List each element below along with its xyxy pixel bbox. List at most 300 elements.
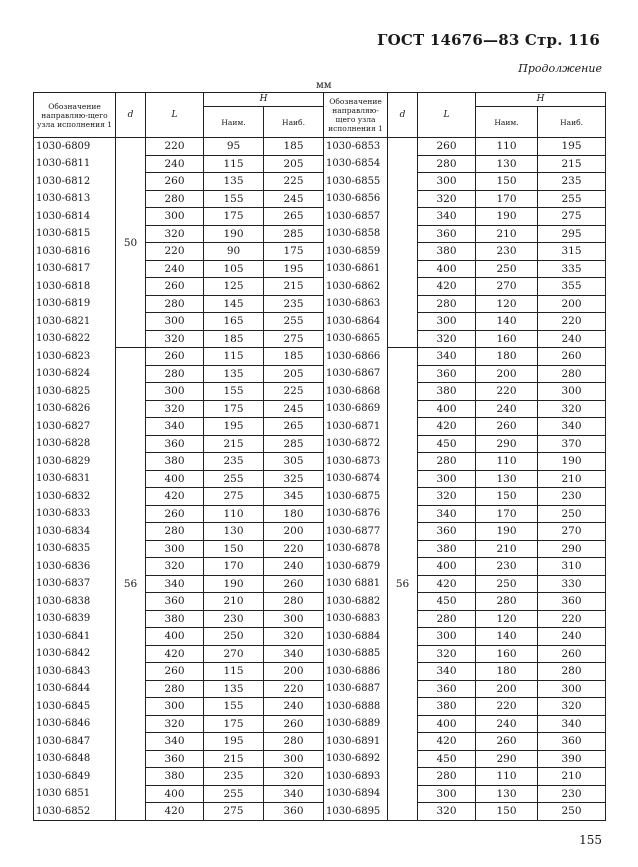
left-designation: 1030-6833 <box>34 505 116 523</box>
right-designation: 1030-6863 <box>324 295 388 313</box>
right-H-min-value: 140 <box>476 628 538 646</box>
right-H-max-value: 200 <box>538 295 606 313</box>
right-L-value: 360 <box>418 523 476 541</box>
right-L-value: 400 <box>418 400 476 418</box>
left-H-min-value: 250 <box>204 628 264 646</box>
standard-header: ГОСТ 14676—83 Стр. 116 <box>377 31 600 49</box>
right-L-value: 360 <box>418 225 476 243</box>
right-designation: 1030-6877 <box>324 523 388 541</box>
left-H-max-value: 240 <box>264 698 324 716</box>
right-H-max-value: 270 <box>538 523 606 541</box>
units-label: мм <box>316 80 332 91</box>
left-H-max-value: 235 <box>264 295 324 313</box>
right-designation: 1030-6879 <box>324 558 388 576</box>
left-L-value: 300 <box>146 540 204 558</box>
right-L-value: 340 <box>418 208 476 226</box>
right-L-value: 260 <box>418 138 476 156</box>
left-H-min-value: 215 <box>204 435 264 453</box>
col-L-right: L <box>418 93 476 138</box>
left-L-value: 220 <box>146 138 204 156</box>
left-H-min-value: 125 <box>204 278 264 296</box>
right-L-value: 420 <box>418 418 476 436</box>
right-H-min-value: 260 <box>476 733 538 751</box>
left-designation: 1030-6835 <box>34 540 116 558</box>
right-L-value: 300 <box>418 173 476 191</box>
left-L-value: 260 <box>146 505 204 523</box>
left-designation: 1030-6847 <box>34 733 116 751</box>
right-H-min-value: 150 <box>476 173 538 191</box>
left-designation: 1030-6841 <box>34 628 116 646</box>
left-H-max-value: 320 <box>264 768 324 786</box>
left-H-max-value: 260 <box>264 575 324 593</box>
page-number: 155 <box>579 833 602 847</box>
right-designation: 1030-6887 <box>324 680 388 698</box>
right-L-value: 380 <box>418 698 476 716</box>
right-designation: 1030-6874 <box>324 470 388 488</box>
right-L-value: 300 <box>418 628 476 646</box>
left-L-value: 400 <box>146 628 204 646</box>
right-H-min-value: 140 <box>476 313 538 331</box>
right-H-max-value: 250 <box>538 803 606 821</box>
right-designation: 1030-6888 <box>324 698 388 716</box>
left-designation: 1030-6828 <box>34 435 116 453</box>
right-H-min-value: 200 <box>476 365 538 383</box>
right-L-value: 380 <box>418 540 476 558</box>
right-designation: 1030-6865 <box>324 330 388 348</box>
col-H-max-left: Наиб. <box>264 107 324 138</box>
left-L-value: 280 <box>146 680 204 698</box>
left-designation: 1030-6823 <box>34 348 116 366</box>
left-H-max-value: 305 <box>264 453 324 471</box>
right-H-max-value: 220 <box>538 610 606 628</box>
table-body <box>34 138 606 821</box>
right-H-max-value: 320 <box>538 698 606 716</box>
left-designation: 1030-6816 <box>34 243 116 261</box>
left-H-min-value: 105 <box>204 260 264 278</box>
right-H-max-value: 210 <box>538 470 606 488</box>
right-L-value: 400 <box>418 260 476 278</box>
left-H-min-value: 255 <box>204 785 264 803</box>
right-H-min-value: 130 <box>476 155 538 173</box>
right-L-value: 450 <box>418 593 476 611</box>
left-L-value: 240 <box>146 260 204 278</box>
right-H-min-value: 220 <box>476 383 538 401</box>
left-designation: 1030-6836 <box>34 558 116 576</box>
left-L-value: 360 <box>146 593 204 611</box>
right-H-max-value: 255 <box>538 190 606 208</box>
right-L-value: 420 <box>418 278 476 296</box>
right-L-value: 340 <box>418 505 476 523</box>
right-designation: 1030-6856 <box>324 190 388 208</box>
right-H-min-value: 120 <box>476 295 538 313</box>
right-L-value: 320 <box>418 330 476 348</box>
right-designation: 1030-6869 <box>324 400 388 418</box>
right-L-value: 320 <box>418 190 476 208</box>
right-H-max-value: 330 <box>538 575 606 593</box>
left-H-min-value: 255 <box>204 470 264 488</box>
left-L-value: 300 <box>146 208 204 226</box>
col-H-max-right: Наиб. <box>538 107 606 138</box>
left-H-min-value: 215 <box>204 750 264 768</box>
left-H-min-value: 115 <box>204 663 264 681</box>
left-H-min-value: 195 <box>204 733 264 751</box>
left-designation: 1030-6837 <box>34 575 116 593</box>
right-H-min-value: 110 <box>476 453 538 471</box>
right-H-max-value: 290 <box>538 540 606 558</box>
right-designation: 1030-6866 <box>324 348 388 366</box>
left-designation: 1030-6822 <box>34 330 116 348</box>
right-H-min-value: 180 <box>476 663 538 681</box>
left-L-value: 340 <box>146 733 204 751</box>
right-designation: 1030-6858 <box>324 225 388 243</box>
right-H-min-value: 190 <box>476 523 538 541</box>
left-H-min-value: 210 <box>204 593 264 611</box>
left-d-value: 50 <box>116 138 146 348</box>
right-H-min-value: 110 <box>476 138 538 156</box>
left-H-min-value: 110 <box>204 505 264 523</box>
right-H-max-value: 250 <box>538 505 606 523</box>
right-L-value: 300 <box>418 470 476 488</box>
left-H-min-value: 135 <box>204 173 264 191</box>
left-H-max-value: 340 <box>264 785 324 803</box>
right-designation: 1030-6868 <box>324 383 388 401</box>
right-L-value: 320 <box>418 803 476 821</box>
left-L-value: 380 <box>146 610 204 628</box>
right-H-max-value: 355 <box>538 278 606 296</box>
right-H-min-value: 150 <box>476 488 538 506</box>
left-L-value: 400 <box>146 470 204 488</box>
left-H-max-value: 195 <box>264 260 324 278</box>
right-H-max-value: 315 <box>538 243 606 261</box>
left-H-max-value: 300 <box>264 750 324 768</box>
left-H-max-value: 340 <box>264 645 324 663</box>
right-L-value: 280 <box>418 768 476 786</box>
right-H-min-value: 260 <box>476 418 538 436</box>
left-designation: 1030-6846 <box>34 715 116 733</box>
right-H-max-value: 210 <box>538 768 606 786</box>
right-H-max-value: 340 <box>538 715 606 733</box>
right-H-max-value: 215 <box>538 155 606 173</box>
right-H-min-value: 170 <box>476 505 538 523</box>
right-designation: 1030-6878 <box>324 540 388 558</box>
right-designation: 1030-6883 <box>324 610 388 628</box>
left-L-value: 320 <box>146 715 204 733</box>
right-H-max-value: 340 <box>538 418 606 436</box>
left-H-max-value: 200 <box>264 523 324 541</box>
left-H-max-value: 240 <box>264 558 324 576</box>
left-L-value: 380 <box>146 768 204 786</box>
right-H-max-value: 295 <box>538 225 606 243</box>
left-H-max-value: 225 <box>264 173 324 191</box>
left-designation: 1030-6839 <box>34 610 116 628</box>
left-H-min-value: 270 <box>204 645 264 663</box>
left-L-value: 400 <box>146 785 204 803</box>
left-designation: 1030-6819 <box>34 295 116 313</box>
left-designation: 1030 6851 <box>34 785 116 803</box>
dimensions-table <box>33 92 606 821</box>
left-L-value: 280 <box>146 523 204 541</box>
left-L-value: 320 <box>146 558 204 576</box>
right-H-min-value: 290 <box>476 435 538 453</box>
left-designation: 1030-6826 <box>34 400 116 418</box>
left-H-max-value: 180 <box>264 505 324 523</box>
right-L-value: 360 <box>418 680 476 698</box>
right-designation: 1030-6873 <box>324 453 388 471</box>
right-L-value: 360 <box>418 365 476 383</box>
left-H-max-value: 255 <box>264 313 324 331</box>
left-designation: 1030-6827 <box>34 418 116 436</box>
left-L-value: 280 <box>146 190 204 208</box>
left-designation: 1030-6825 <box>34 383 116 401</box>
left-H-min-value: 115 <box>204 348 264 366</box>
right-designation: 1030-6893 <box>324 768 388 786</box>
left-H-max-value: 185 <box>264 138 324 156</box>
right-designation: 1030-6857 <box>324 208 388 226</box>
left-H-min-value: 155 <box>204 383 264 401</box>
right-H-min-value: 200 <box>476 680 538 698</box>
col-L-left: L <box>146 93 204 138</box>
right-L-value: 400 <box>418 715 476 733</box>
col-H-left: H <box>204 93 324 107</box>
left-H-min-value: 150 <box>204 540 264 558</box>
left-designation: 1030-6838 <box>34 593 116 611</box>
table-row <box>34 348 606 366</box>
right-H-max-value: 190 <box>538 453 606 471</box>
right-designation: 1030-6886 <box>324 663 388 681</box>
right-L-value: 340 <box>418 348 476 366</box>
left-L-value: 240 <box>146 155 204 173</box>
left-H-min-value: 145 <box>204 295 264 313</box>
left-L-value: 300 <box>146 383 204 401</box>
left-L-value: 420 <box>146 488 204 506</box>
left-H-max-value: 285 <box>264 435 324 453</box>
right-L-value: 450 <box>418 750 476 768</box>
right-L-value: 380 <box>418 243 476 261</box>
right-designation: 1030-6861 <box>324 260 388 278</box>
right-H-min-value: 170 <box>476 190 538 208</box>
right-H-min-value: 130 <box>476 785 538 803</box>
right-L-value: 300 <box>418 313 476 331</box>
left-H-max-value: 280 <box>264 733 324 751</box>
left-L-value: 320 <box>146 400 204 418</box>
left-H-min-value: 115 <box>204 155 264 173</box>
right-L-value: 320 <box>418 488 476 506</box>
right-H-max-value: 370 <box>538 435 606 453</box>
right-L-value: 340 <box>418 663 476 681</box>
right-designation: 1030-6895 <box>324 803 388 821</box>
left-H-min-value: 170 <box>204 558 264 576</box>
right-H-max-value: 240 <box>538 628 606 646</box>
right-L-value: 280 <box>418 610 476 628</box>
right-designation: 1030-6884 <box>324 628 388 646</box>
table-row <box>34 138 606 156</box>
right-designation: 1030 6881 <box>324 575 388 593</box>
right-L-value: 280 <box>418 453 476 471</box>
right-L-value: 300 <box>418 785 476 803</box>
right-H-min-value: 180 <box>476 348 538 366</box>
left-L-value: 220 <box>146 243 204 261</box>
left-H-max-value: 245 <box>264 400 324 418</box>
right-designation: 1030-6854 <box>324 155 388 173</box>
col-H-min-right: Наим. <box>476 107 538 138</box>
left-designation: 1030-6831 <box>34 470 116 488</box>
right-H-max-value: 390 <box>538 750 606 768</box>
right-H-max-value: 230 <box>538 785 606 803</box>
left-H-min-value: 190 <box>204 575 264 593</box>
right-designation: 1030-6867 <box>324 365 388 383</box>
left-L-value: 320 <box>146 330 204 348</box>
left-H-min-value: 275 <box>204 803 264 821</box>
left-L-value: 340 <box>146 418 204 436</box>
right-L-value: 280 <box>418 155 476 173</box>
left-L-value: 420 <box>146 803 204 821</box>
left-L-value: 260 <box>146 278 204 296</box>
right-H-min-value: 110 <box>476 768 538 786</box>
left-designation: 1030-6824 <box>34 365 116 383</box>
right-H-min-value: 190 <box>476 208 538 226</box>
right-H-min-value: 150 <box>476 803 538 821</box>
left-designation: 1030-6844 <box>34 680 116 698</box>
left-H-min-value: 175 <box>204 208 264 226</box>
right-H-max-value: 235 <box>538 173 606 191</box>
right-H-min-value: 270 <box>476 278 538 296</box>
right-designation: 1030-6855 <box>324 173 388 191</box>
left-H-max-value: 325 <box>264 470 324 488</box>
right-H-min-value: 160 <box>476 645 538 663</box>
left-d-value: 56 <box>116 348 146 821</box>
left-L-value: 280 <box>146 295 204 313</box>
left-designation: 1030-6818 <box>34 278 116 296</box>
right-designation: 1030-6853 <box>324 138 388 156</box>
left-L-value: 380 <box>146 453 204 471</box>
right-H-max-value: 360 <box>538 593 606 611</box>
right-H-min-value: 280 <box>476 593 538 611</box>
left-designation: 1030-6842 <box>34 645 116 663</box>
right-H-max-value: 360 <box>538 733 606 751</box>
right-d-value: 56 <box>388 348 418 821</box>
left-H-max-value: 265 <box>264 208 324 226</box>
right-designation: 1030-6876 <box>324 505 388 523</box>
right-H-max-value: 320 <box>538 400 606 418</box>
right-designation: 1030-6862 <box>324 278 388 296</box>
left-H-max-value: 300 <box>264 610 324 628</box>
col-d-right: d <box>388 93 418 138</box>
right-designation: 1030-6875 <box>324 488 388 506</box>
right-H-min-value: 240 <box>476 400 538 418</box>
col-H-min-left: Наим. <box>204 107 264 138</box>
left-H-min-value: 135 <box>204 365 264 383</box>
left-L-value: 340 <box>146 575 204 593</box>
left-H-min-value: 230 <box>204 610 264 628</box>
left-L-value: 280 <box>146 365 204 383</box>
right-designation: 1030-6872 <box>324 435 388 453</box>
left-H-max-value: 205 <box>264 155 324 173</box>
left-H-min-value: 165 <box>204 313 264 331</box>
left-H-min-value: 235 <box>204 768 264 786</box>
left-designation: 1030-6809 <box>34 138 116 156</box>
right-H-min-value: 250 <box>476 260 538 278</box>
continuation-label: Продолжение <box>518 62 602 75</box>
right-d-value <box>388 138 418 348</box>
right-L-value: 450 <box>418 435 476 453</box>
right-L-value: 380 <box>418 383 476 401</box>
right-H-min-value: 120 <box>476 610 538 628</box>
right-designation: 1030-6889 <box>324 715 388 733</box>
left-H-max-value: 225 <box>264 383 324 401</box>
left-designation: 1030-6821 <box>34 313 116 331</box>
left-designation: 1030-6832 <box>34 488 116 506</box>
left-H-min-value: 195 <box>204 418 264 436</box>
right-L-value: 280 <box>418 295 476 313</box>
left-H-min-value: 175 <box>204 400 264 418</box>
left-H-max-value: 220 <box>264 680 324 698</box>
left-H-min-value: 130 <box>204 523 264 541</box>
right-H-min-value: 130 <box>476 470 538 488</box>
left-H-min-value: 155 <box>204 190 264 208</box>
left-H-min-value: 135 <box>204 680 264 698</box>
col-designation-left: Обозначение направляю-щего узла исполнения 1 <box>34 93 116 138</box>
right-H-max-value: 275 <box>538 208 606 226</box>
col-d-left: d <box>116 93 146 138</box>
right-designation: 1030-6882 <box>324 593 388 611</box>
left-designation: 1030-6813 <box>34 190 116 208</box>
left-H-min-value: 90 <box>204 243 264 261</box>
right-H-min-value: 250 <box>476 575 538 593</box>
right-H-max-value: 300 <box>538 680 606 698</box>
left-designation: 1030-6817 <box>34 260 116 278</box>
left-H-max-value: 185 <box>264 348 324 366</box>
left-H-min-value: 155 <box>204 698 264 716</box>
right-L-value: 400 <box>418 558 476 576</box>
left-L-value: 320 <box>146 225 204 243</box>
left-H-min-value: 95 <box>204 138 264 156</box>
left-L-value: 260 <box>146 663 204 681</box>
left-H-min-value: 275 <box>204 488 264 506</box>
right-designation: 1030-6892 <box>324 750 388 768</box>
right-H-max-value: 280 <box>538 365 606 383</box>
left-designation: 1030-6829 <box>34 453 116 471</box>
left-designation: 1030-6845 <box>34 698 116 716</box>
left-H-max-value: 205 <box>264 365 324 383</box>
left-H-max-value: 345 <box>264 488 324 506</box>
right-L-value: 420 <box>418 575 476 593</box>
col-H-right: H <box>476 93 606 107</box>
right-designation: 1030-6864 <box>324 313 388 331</box>
right-H-max-value: 240 <box>538 330 606 348</box>
right-H-max-value: 195 <box>538 138 606 156</box>
left-H-min-value: 185 <box>204 330 264 348</box>
right-H-min-value: 210 <box>476 225 538 243</box>
right-H-max-value: 310 <box>538 558 606 576</box>
right-H-min-value: 220 <box>476 698 538 716</box>
right-H-max-value: 260 <box>538 348 606 366</box>
left-L-value: 360 <box>146 750 204 768</box>
left-L-value: 260 <box>146 173 204 191</box>
left-H-max-value: 285 <box>264 225 324 243</box>
left-H-max-value: 220 <box>264 540 324 558</box>
left-designation: 1030-6815 <box>34 225 116 243</box>
left-designation: 1030-6834 <box>34 523 116 541</box>
right-designation: 1030-6859 <box>324 243 388 261</box>
right-H-min-value: 160 <box>476 330 538 348</box>
left-H-max-value: 260 <box>264 715 324 733</box>
right-H-min-value: 230 <box>476 558 538 576</box>
left-H-max-value: 280 <box>264 593 324 611</box>
left-designation: 1030-6852 <box>34 803 116 821</box>
left-L-value: 360 <box>146 435 204 453</box>
left-L-value: 420 <box>146 645 204 663</box>
left-designation: 1030-6814 <box>34 208 116 226</box>
